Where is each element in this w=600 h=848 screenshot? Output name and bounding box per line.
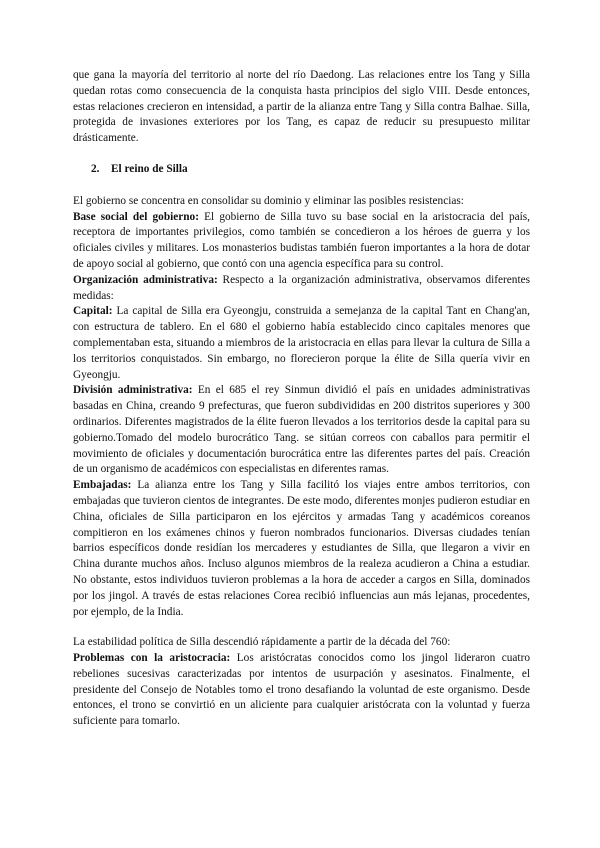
organizacion-text: Respecto a la organización administrativa, observamos diferentes medidas: — [73, 273, 530, 302]
intro-paragraph: que gana la mayoría del territorio al norte del río Daedong. Las relaciones entre los Tang y Silla quedan rotas como consecuencia de la conquista hasta principios del siglo VIII. Desde entonces, estas relaciones crecieron en intensidad, a partir de la alianza entre Tang y Silla contra Balhae. Silla, protegida de invasiones exteriores por los Tang, es capaz de reducir su presupuesto militar drásticamente. — [73, 69, 530, 145]
capital-paragraph — [73, 304, 530, 383]
section-number: 2. — [91, 162, 100, 175]
lead-paragraph: El gobierno se concentra en consolidar su dominio y eliminar las posibles resistencias: — [73, 194, 464, 207]
base-social-text: El gobierno de Silla tuvo su base social en la aristocracia del país, receptora de importantes privilegios, como también se concedieron a los héroes de guerra y los oficiales civiles y militares. Los monasterios budistas también fueron importantes a la hora de dotar de apoyo social al gobierno, que contó con una agencia específica para su control. — [73, 210, 530, 270]
capital-text: La capital de Silla era Gyeongju, construida a semejanza de la capital Tant en Chang'an, con estructura de tablero. En el 680 el gobierno había establecido cinco capitales menores que complementaban esta, situando a miembros de la aristocracia en ellas para llevar la cultura de Silla a los territorios conquistados. Sin embargo, no florecieron porque la élite de Silla quería vivir en Gyeongju. — [73, 305, 530, 381]
embajadas-paragraph — [73, 478, 530, 620]
capital-label: Capital: — [73, 305, 113, 318]
embajadas-text: La alianza entre los Tang y Silla facilitó los viajes entre ambos territorios, con embajadas que tuvieron cientos de integrantes. De este modo, diferentes monjes pudieron estudiar en China, oficiales de Silla participaron en los ejércitos y armadas Tang y académicos coreanos compitieron en los exámenes chinos y fueron nombrados funcionarios. Diversas ciudades tenían barrios específicos donde residían los mercaderes y estudiantes de Silla, que llegaron a vivir en China durante muchos años. Incluso algunos miembros de la realeza acudieron a China a estudiar. No obstante, estos individuos tuvieron problemas a la hora de acceder a cargos en Silla, dominados por los jingol. A través de estas relaciones Corea recibió influencias aun más lejanas, procedentes, por ejemplo, de la India. — [73, 479, 530, 618]
base-social-label: Base social del gobierno: — [73, 210, 199, 223]
section-title: El reino de Silla — [111, 162, 188, 175]
problemas-paragraph — [73, 651, 530, 730]
problemas-label: Problemas con la aristocracia: — [73, 652, 231, 665]
page-content — [73, 68, 530, 730]
estabilidad-paragraph: La estabilidad política de Silla descendió rápidamente a partir de la década del 760: — [73, 636, 451, 649]
section-heading — [91, 162, 530, 178]
organizacion-label: Organización administrativa: — [73, 273, 218, 286]
problemas-text: Los aristócratas conocidos como los jingol lideraron cuatro rebeliones sucesivas caracterizadas por intentos de usurpación y asesinatos. Finalmente, el presidente del Consejo de Notables tomo el trono desafiando la voluntad de este organismo. Desde entonces, el trono se convirtió en un aliciente para cualquier aristócrata con la voluntad y fuerza suficiente para tomarlo. — [73, 652, 530, 728]
division-paragraph — [73, 383, 530, 478]
embajadas-label: Embajadas: — [73, 479, 132, 492]
organizacion-paragraph — [73, 273, 530, 305]
division-label: División administrativa: — [73, 384, 193, 397]
division-text: En el 685 el rey Sinmun dividió el país en unidades administrativas basadas en China, creando 9 prefecturas, que fueron subdivididas en 200 distritos superiores y 300 ordinarios. Diferentes magistrados de la élite fueron llevados a los territorios desde la capital para su gobierno.Tomado del modelo burocrático Tang. se sitúan correos con caballos para permitir el movimiento de oficiales y documentación burocrática entre las diferentes partes del país. Creación de un organismo de académicos con especialistas en diferentes ramas. — [73, 384, 530, 476]
base-social-paragraph — [73, 210, 530, 273]
